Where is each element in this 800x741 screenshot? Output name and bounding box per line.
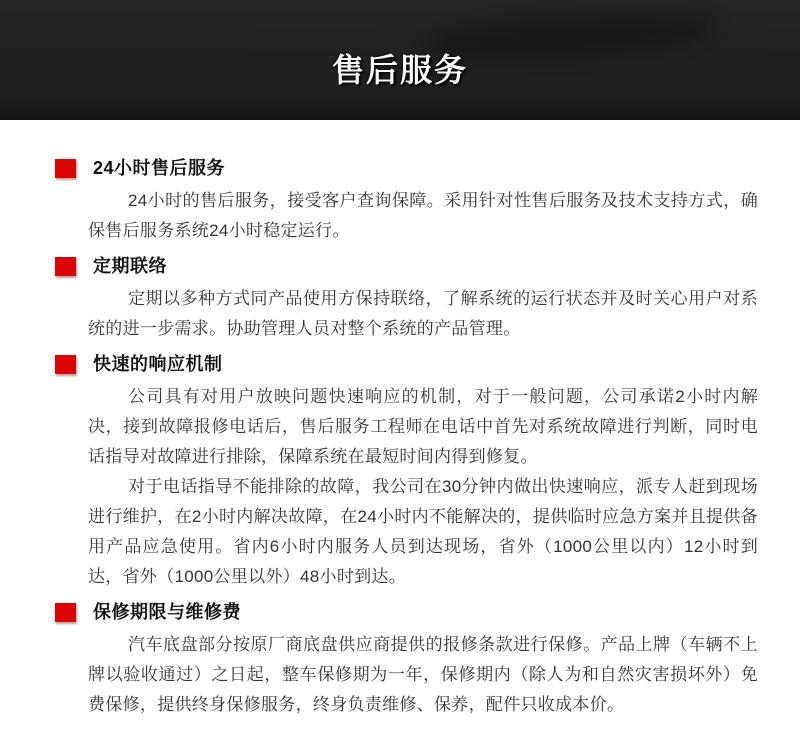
section-paragraph: 公司具有对用户放映问题快速响应的机制，对于一般问题，公司承诺2小时内解决，接到故障报修电话后，售后服务工程师在电话中首先对系统故障进行判断，同时电话指导对故障进行排除，保障系统在最短时间内得到修复。 <box>88 387 758 466</box>
section-heading: 24小时售后服务 <box>93 158 226 178</box>
section-heading-row <box>55 352 758 376</box>
section-paragraph: 24小时的售后服务，接受客户查询保障。采用针对性售后服务及技术支持方式，确保售后服务系统24小时稳定运行。 <box>88 191 758 240</box>
section-warranty-fees <box>55 600 758 720</box>
header-banner <box>0 0 800 120</box>
section-rapid-response <box>55 352 758 592</box>
section-heading-row <box>55 156 758 180</box>
red-square-bullet-icon <box>55 159 76 178</box>
section-paragraph: 对于电话指导不能排除的故障，我公司在30分钟内做出快速响应，派专人赶到现场进行维护，在2小时内解决故障，在24小时内不能解决的，提供临时应急方案并且提供备用产品应急使用。省内6小时内服务人员到达现场，省外（1000公里以内）12小时到达，省外（1000公里以外）48小时到达。 <box>88 477 758 586</box>
section-heading: 定期联络 <box>93 256 167 276</box>
section-paragraph: 汽车底盘部分按原厂商底盘供应商提供的报修条款进行保修。产品上牌（车辆不上牌以验收通过）之日起，整车保修期为一年，保修期内（除人为和自然灾害损坏外）免费保修，提供终身保修服务，终身负责维修、保养，配件只收成本价。 <box>88 635 758 714</box>
section-heading: 保修期限与维修费 <box>93 602 241 622</box>
page-title: 售后服务 <box>331 52 468 88</box>
content-area <box>0 120 800 720</box>
section-heading: 快速的响应机制 <box>93 354 223 374</box>
red-square-bullet-icon <box>55 603 76 622</box>
red-square-bullet-icon <box>55 257 76 276</box>
section-24h-service <box>55 156 758 246</box>
section-heading-row <box>55 254 758 278</box>
red-square-bullet-icon <box>55 355 76 374</box>
section-paragraph: 定期以多种方式同产品使用方保持联络，了解系统的运行状态并及时关心用户对系统的进一步需求。协助管理人员对整个系统的产品管理。 <box>88 289 758 338</box>
section-regular-contact <box>55 254 758 344</box>
section-heading-row <box>55 600 758 624</box>
